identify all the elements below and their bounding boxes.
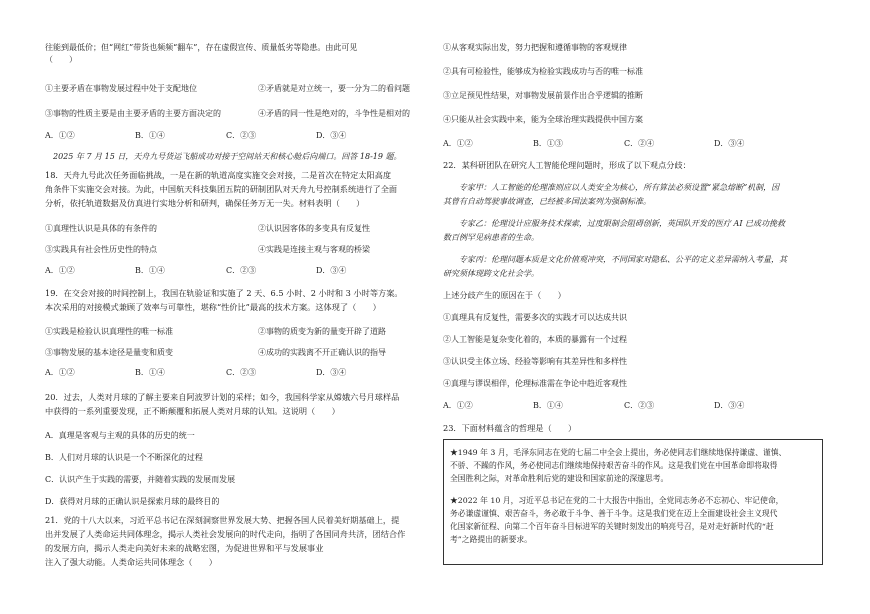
expert-b-line1: 专家乙：伦理设计应服务技术探索，过度限制会阻碍创新，英国队开发的医疗 AI 已成功挽救	[443, 219, 786, 228]
q20-answer-a[interactable]: A．真理是客观与主观的具体的历史的统一	[45, 431, 195, 440]
q22-question: 上述分歧产生的原因在于（ ）	[443, 290, 566, 300]
q21-stem-line1: 21．党的十八大以来，习近平总书记在深刻洞察世界发展大势、把握各国人民着美好期基础上，提	[45, 515, 400, 525]
q20-answer-b[interactable]: B．人们对月球的认识是一个不断深化的过程	[45, 453, 203, 462]
material-intro: 2025 年 7 月 15 日，天舟九号货运飞船成功对接于空间站天和核心舱后向端口。回答 18-19 题。	[45, 152, 402, 161]
q19-option-1: ①实践是检验认识真理性的唯一标准	[45, 327, 173, 336]
q17-answer-a[interactable]: A．①②	[45, 131, 75, 140]
q18-stem-line2: 角条件下实施交会对接。为此，中国航天科技集团五院的研制团队对天舟九号控制系统进行了全面	[45, 184, 398, 194]
q21-answer-d[interactable]: D．③④	[714, 139, 745, 148]
q22-answer-b[interactable]: B．①④	[533, 401, 563, 410]
q23-stem: 23．下面材料蕴含的哲理是（ ）	[443, 423, 577, 433]
q17-intro-line1: 往能到最低价；但“网红”带货也频频“翻车”，存在虚假宣传、质量低劣等隐患。由此可见	[45, 43, 358, 52]
q20-answer-c[interactable]: C．认识产生于实践的需要，并随着实践的发展而发展	[45, 475, 236, 484]
q20-stem-line1: 20．过去，人类对月球的了解主要来自阿波罗计划的采样；如今，我国科学家从嫦娥六号月球样品	[45, 392, 400, 402]
q17-answer-c[interactable]: C．②③	[226, 131, 257, 140]
q18-answer-c[interactable]: C．②③	[226, 266, 257, 275]
q21-answer-a[interactable]: A．①②	[443, 139, 473, 148]
q22-answer-c[interactable]: C．②③	[624, 401, 655, 410]
q19-stem-line1: 19．在交会对接的时间控制上，我国在轨验证和实施了 2 天、6.5 小时、2 小时和 3 小时等方案。	[45, 288, 403, 298]
q19-option-3: ③事物发展的基本途径是量变和质变	[45, 348, 173, 357]
expert-c-line2: 研究须体现跨文化社会学。	[443, 269, 539, 278]
q21-stem-line2: 出并发展了人类命运共同体理念，揭示人类社会发展向的时代走向，指明了各国同舟共济，团结合作	[45, 529, 406, 539]
q21-stem-line3: 的发展方向，揭示人类走向美好未来的战略宏图，为促进世界和平与发展事业	[45, 543, 324, 553]
q21-stem-line4: 注入了强大动能。人类命运共同体理念（ ）	[45, 557, 217, 567]
expert-c-line1: 专家丙：伦理问题本质是文化价值观冲突，不同国家对隐私、公平的定义差异需纳入考量，其	[443, 255, 787, 264]
q17-option-2: ②矛盾就是对立统一，要一分为二的看问题	[258, 84, 410, 93]
expert-a-line2: 其曾有自动驾驶事故调查，已经被多国法案列为强制标准。	[443, 197, 651, 206]
q22-option-4: ④真理与谬误相伴，伦理标准需在争论中趋近客观性	[443, 379, 627, 388]
q21-option-1: ①从客观实际出发，努力把握和遵循事物的客观规律	[443, 43, 627, 52]
q20-answer-d[interactable]: D．获得对月球的正确认识是探索月球的最终目的	[45, 497, 220, 506]
q17-option-3: ③事物的性质主要是由主要矛盾的主要方面决定的	[45, 109, 221, 118]
q21-option-4: ④只能从社会实践中来，能为全球治理实践提供中国方案	[443, 115, 643, 124]
q17-option-1: ①主要矛盾在事物发展过程中处于支配地位	[45, 84, 197, 93]
q22-answer-d[interactable]: D．③④	[714, 401, 745, 410]
q19-answer-d[interactable]: D．③④	[316, 368, 347, 377]
q17-intro-line2: （ ）	[45, 55, 77, 64]
q18-stem-line3: 分析，依托轨道数据及仿真进行实地分析和研判，确保任务万无一失。材料表明（ ）	[45, 198, 365, 208]
box-para1-line1: ★1949 年 3 月，毛泽东同志在党的七届二中全会上提出，务必使同志们继续地保持谦虚、谨慎、	[450, 448, 787, 457]
q17-answer-d[interactable]: D．③④	[316, 131, 347, 140]
q23-material-box	[443, 439, 823, 565]
box-para2-line4: 考”之路提出的新要求。	[450, 535, 532, 544]
q18-answer-a[interactable]: A．①②	[45, 266, 75, 275]
q21-answer-b[interactable]: B．①③	[533, 139, 563, 148]
q19-answer-c[interactable]: C．②③	[226, 368, 257, 377]
box-para2-line3: 化国家新征程、向第二个百年奋斗目标进军的关键时刻发出的响亮号召，是对走好新时代的“赶	[450, 522, 774, 531]
q22-stem: 22．某科研团队在研究人工智能伦理问题时，形成了以下观点分歧：	[443, 160, 691, 170]
q22-option-1: ①真理具有反复性，需要多次的实践才可以达成共识	[443, 313, 627, 322]
box-para1-line2: 不骄、不躁的作风，务必使同志们继续地保持艰苦奋斗的作风。这是我们党在中国革命即将取得	[450, 461, 778, 470]
q18-answer-d[interactable]: D．③④	[316, 266, 347, 275]
q21-option-2: ②具有可检验性，能够成为检验实践成功与否的唯一标准	[443, 67, 643, 76]
q21-answer-c[interactable]: C．②④	[624, 139, 655, 148]
q22-option-2: ②人工智能是复杂变化着的，本质的暴露有一个过程	[443, 335, 627, 344]
q18-option-3: ③实践具有社会性历史性的特点	[45, 245, 157, 254]
q19-answer-a[interactable]: A．①②	[45, 368, 75, 377]
q18-option-1: ①真理性认识是具体的有条件的	[45, 224, 157, 233]
expert-b-line2: 数百例罕见病患者的生命。	[443, 233, 539, 242]
q19-answer-b[interactable]: B．①④	[135, 368, 165, 377]
q18-option-2: ②认识因客体的多变具有反复性	[258, 224, 370, 233]
box-para2-line1: ★2022 年 10 月，习近平总书记在党的二十大报告中指出，全党同志务必不忘初心、牢记使命，	[450, 496, 784, 505]
q18-stem-line1: 18．天舟九号此次任务面临挑战，一是在新的轨道高度实施交会对接，二是首次在特定太阳高度	[45, 170, 392, 180]
q22-answer-a[interactable]: A．①②	[443, 401, 473, 410]
q22-option-3: ③认识受主体立场、经验等影响有其差异性和多样性	[443, 357, 627, 366]
q17-answer-b[interactable]: B．①④	[135, 131, 165, 140]
q19-stem-line2: 本次采用的对接模式兼顾了效率与可靠性，堪称“性价比”最高的技术方案。这体现了（ ）	[45, 302, 381, 312]
q18-option-4: ④实践是连接主观与客观的桥梁	[258, 245, 370, 254]
q18-answer-b[interactable]: B．①④	[135, 266, 165, 275]
q21-option-3: ③立足预见性结果，对事物发展前景作出合乎逻辑的推断	[443, 91, 643, 100]
q17-option-4: ④矛盾的同一性是绝对的，斗争性是相对的	[258, 109, 410, 118]
expert-a-line1: 专家甲：人工智能的伦理准则应以人类安全为核心，所有算法必须设置“紧急熔断”机制，因	[443, 183, 780, 192]
q19-option-4: ④成功的实践离不开正确认识的指导	[258, 348, 386, 357]
box-para1-line3: 全国胜利之际，对革命胜利后党的建设和国家前途的深邃思考。	[450, 474, 669, 483]
box-para2-line2: 务必谦虚谨慎、艰苦奋斗，务必敢于斗争、善于斗争。这是我们党在迈上全面建设社会主义现代	[450, 509, 778, 518]
q20-stem-line2: 中获得的一系列重要发现，正不断颠覆和拓展人类对月球的认知。这说明（ ）	[45, 406, 340, 416]
q19-option-2: ②事物的质变为新的量变开辟了道路	[258, 327, 386, 336]
